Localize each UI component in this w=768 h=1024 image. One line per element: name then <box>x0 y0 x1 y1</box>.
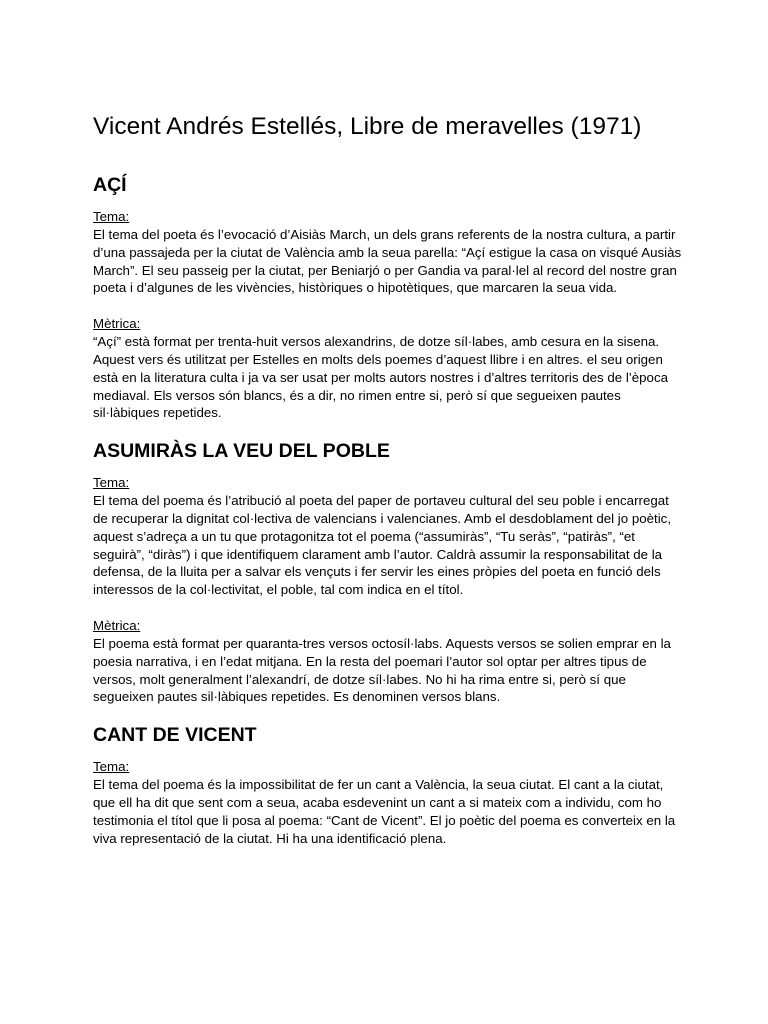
tema-label: Tema: <box>93 209 130 224</box>
section-asumiras <box>93 438 683 706</box>
section-aci <box>93 172 683 422</box>
tema-paragraph: El tema del poeta és l’evocació d’Aisiàs March, un dels grans referents de la nostra cultura, a partir d’una passajeda per la ciutat de València amb la seua parella: “Açí estigue la casa on visqué Ausiàs March”. El seu passeig per la ciutat, per Beniarjó o per Gandia va paral·lel al record del nostre gran poeta i d’algunes de les vivències, històriques o hipotètiques, que marcaren la seua vida. <box>93 227 682 296</box>
metrica-paragraph: “Açí” està format per trenta-huit versos alexandrins, de dotze síl·labes, amb cesura en la sisena. Aquest vers és utilitzat per Estelles en molts dels poemes d’aquest llibre i en altres. el seu origen està en la literatura culta i ja va ser usat per molts autors nostres i d’altres territoris des de l’època mediaval. Els versos són blancs, és a dir, no rimen entre si, però sí que segueixen pautes sil·làbiques repetides. <box>93 334 668 421</box>
tema-paragraph: El tema del poema és l’atribució al poeta del paper de portaveu cultural del seu poble i encarregat de recuperar la dignitat col·lectiva de valencians i valencianes. Amb el desdoblament del jo poètic, aquest s’adreça a un tu que protagonitza tot el poema (“assumiràs”, “Tu seràs”, “patiràs”, “et seguirà”, “diràs”) i que identifiquem clarament amb l’autor. Caldrà assumir la responsabilitat de la defensa, de la lluita per a salvar els vençuts i fer servir les eines pròpies del poeta en funció dels interessos de la col·lectivitat, el poble, tal com indica en el títol. <box>93 493 672 598</box>
spacer <box>93 422 683 438</box>
spacer <box>93 297 683 315</box>
tema-label: Tema: <box>93 759 130 775</box>
spacer <box>93 599 683 617</box>
document-page <box>93 110 683 847</box>
section-heading: CANT DE VICENT <box>93 724 257 747</box>
document-title: Vicent Andrés Estellés, Libre de meravelles (1971) <box>93 113 642 140</box>
tema-label: Tema: <box>93 475 130 491</box>
metrica-label: Mètrica: <box>93 316 141 332</box>
metrica-paragraph: El poema està format per quaranta-tres versos octosíl·labs. Aquests versos se solien emprar en la poesia narrativa, i en l’edat mitjana. En la resta del poemari l’autor sol optar per altres tipus de versos, molt generalment l’alexandrí, de dotze síl·labes. No hi ha rima entre si, però sí que segueixen pautes sil·làbiques repetides. Es denominen versos blans. <box>93 635 671 705</box>
section-cant-de-vicent <box>93 722 683 847</box>
metrica-label: Mètrica: <box>93 617 141 633</box>
section-heading: AÇÍ <box>93 174 127 196</box>
tema-paragraph: El tema del poema és la impossibilitat de fer un cant a València, la seua ciutat. El cant a la ciutat, que ell ha dit que sent com a seua, acaba esdevenint un cant a si mateix com a individu, com ho testimonia el títol que li posa al poema: “Cant de Vicent”. El jo poètic del poema es converteix en la viva representació de la ciutat. Hi ha una identificació plena. <box>93 777 676 846</box>
spacer <box>93 706 683 722</box>
section-heading: ASUMIRÀS LA VEU DEL POBLE <box>93 440 390 463</box>
